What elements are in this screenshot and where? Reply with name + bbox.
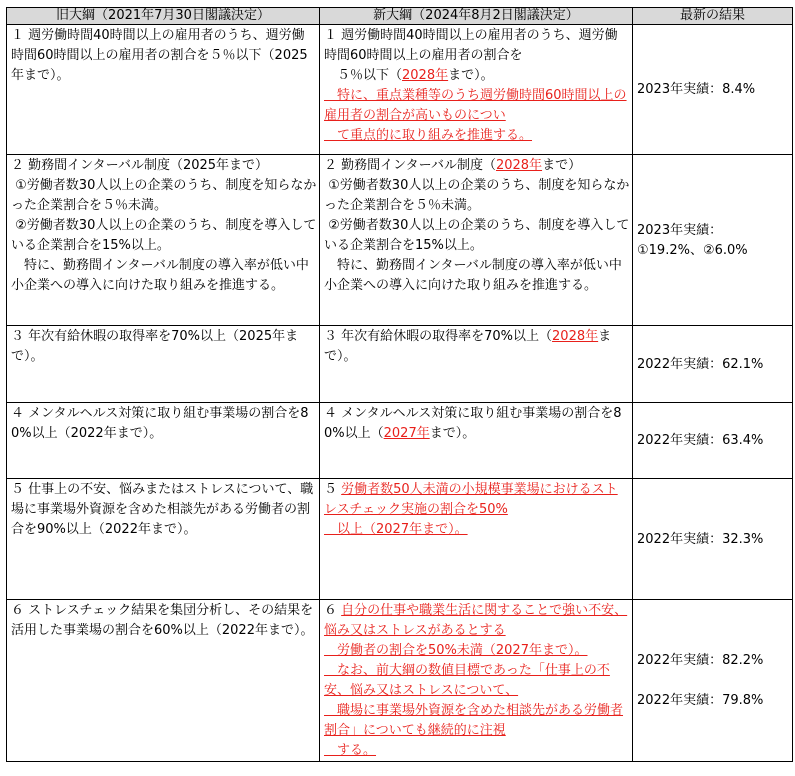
header-new-outline: 新大綱（2024年8月2日閣議決定） (320, 8, 633, 25)
header-row (7, 8, 793, 25)
result-line: 2023年実績： (637, 222, 723, 238)
table-row (7, 479, 793, 600)
new-cell (320, 600, 633, 762)
new-text-part: ５％以下（ (324, 68, 403, 83)
new-changed-text: 労働者数50人未満の小規模事業場におけるストレスチェック実施の割合を50% 以上（2027年まで）。 (324, 482, 618, 537)
result-line: ①19.2%、②6.0% (637, 242, 748, 258)
new-changed-text: 2027年 (383, 426, 430, 441)
old-cell (7, 479, 320, 600)
header-latest-result: 最新の結果 (633, 8, 793, 25)
result-line: 2022年実績：82.2% (637, 653, 764, 668)
new-text-part: ６ (324, 603, 342, 618)
new-text-part: ①労働者数30人以上の企業のうち、制度を知らなかった企業割合を５％未満。 ②労働者数30人以上の企業のうち、制度を導入している企業割合を15%以上。 特に、勤務間インターバル制度の導入率が低い中小企業への導入に向けた取り組みを推進する。 (324, 178, 630, 293)
old-cell (7, 25, 320, 155)
old-text: ４ メンタルヘルス対策に取り組む事業場の割合を80%以上（2022年まで）。 (11, 406, 309, 441)
new-changed-text: 2028年 (552, 329, 599, 344)
table-row (7, 403, 793, 479)
new-text-part: まで） (542, 158, 582, 173)
old-text: １ 週労働時間40時間以上の雇用者のうち、週労働時間60時間以上の雇用者の割合を５％以下（2025年まで）。 (11, 28, 308, 83)
new-changed-text: 2028年 (402, 68, 449, 83)
new-text-part: ３ 年次有給休暇の取得率を70%以上（ (324, 329, 553, 344)
old-text: ６ ストレスチェック結果を集団分析し、その結果を活用した事業場の割合を60%以上（2022年まで）。 (11, 603, 314, 638)
result-cell (633, 600, 793, 762)
new-cell (320, 25, 633, 155)
new-text-part: ４ メンタルヘルス対策に取り組む事業場の割合を80%以上（ (324, 406, 622, 441)
result-gap (637, 673, 641, 688)
new-changed-text: 特に、重点業種等のうち週労働時間60時間以上の雇用者の割合が高いものについ て重点的に取り組みを推進する。 (324, 88, 627, 143)
table-row (7, 600, 793, 762)
new-cell (320, 155, 633, 326)
result-cell (633, 25, 793, 155)
result-cell (633, 155, 793, 326)
new-cell (320, 479, 633, 600)
new-cell (320, 326, 633, 403)
result-cell (633, 479, 793, 600)
new-text-part: まで）。 (429, 426, 476, 441)
result-text: 2023年実績：8.4% (637, 82, 756, 97)
result-text: 2022年実績：32.3% (637, 531, 764, 547)
old-cell (7, 600, 320, 762)
new-text-part: まで）。 (324, 329, 612, 364)
new-text (320, 155, 632, 296)
result-cell (633, 326, 793, 403)
new-text (320, 326, 632, 367)
new-text (320, 600, 632, 761)
table-row (7, 326, 793, 403)
result-cell (633, 403, 793, 479)
old-text: ２ 勤務間インターバル制度（2025年まで） ①労働者数30人以上の企業のうち、制度を知らなかった企業割合を５％未満。 ②労働者数30人以上の企業のうち、制度を導入している企業割合を15%以上。 特に、勤務間インターバル制度の導入率が低い中小企業への導入に向けた取り組みを推進する。 (11, 158, 317, 293)
new-text-part: ５ (324, 482, 342, 497)
new-changed-text: 2028年 (495, 158, 543, 173)
result-text: 2022年実績：62.1% (637, 356, 764, 372)
old-cell (7, 326, 320, 403)
new-text-part: まで）。 (448, 68, 494, 83)
new-text (320, 25, 632, 146)
new-text-part: ２ 勤務間インターバル制度（ (324, 158, 496, 173)
old-cell (7, 155, 320, 326)
old-text: ３ 年次有給休暇の取得率を70%以上（2025年まで）。 (11, 329, 299, 364)
new-text (320, 479, 632, 540)
result-line: 2022年実績：79.8% (637, 693, 764, 708)
header-old-outline: 旧大綱（2021年7月30日閣議決定） (7, 8, 320, 25)
new-cell (320, 403, 633, 479)
result-text (633, 220, 792, 261)
comparison-table (6, 7, 793, 762)
new-text-part: １ 週労働時間40時間以上の雇用者のうち、週労働時間60時間以上の雇用者の割合を (324, 28, 618, 63)
new-changed-text: 自分の仕事や職業生活に関することで強い不安、悩み又はストレスがあるとする 労働者の割合を50%未満（2027年まで）。 なお、前大綱の数値目標であった「仕事上の不安、悩み又はストレスについて、 職場に事業場外資源を含めた相談先がある労働者割合」についても継続的に注視 する。 (324, 603, 628, 758)
result-text: 2022年実績：63.4% (637, 433, 764, 448)
table-row (7, 25, 793, 155)
new-text (320, 403, 632, 444)
old-text: ５ 仕事上の不安、悩みまたはストレスについて、職場に事業場外資源を含めた相談先がある労働者の割合を90%以上（2022年まで）。 (11, 482, 314, 537)
old-cell (7, 403, 320, 479)
table-row (7, 155, 793, 326)
result-text (633, 650, 792, 711)
